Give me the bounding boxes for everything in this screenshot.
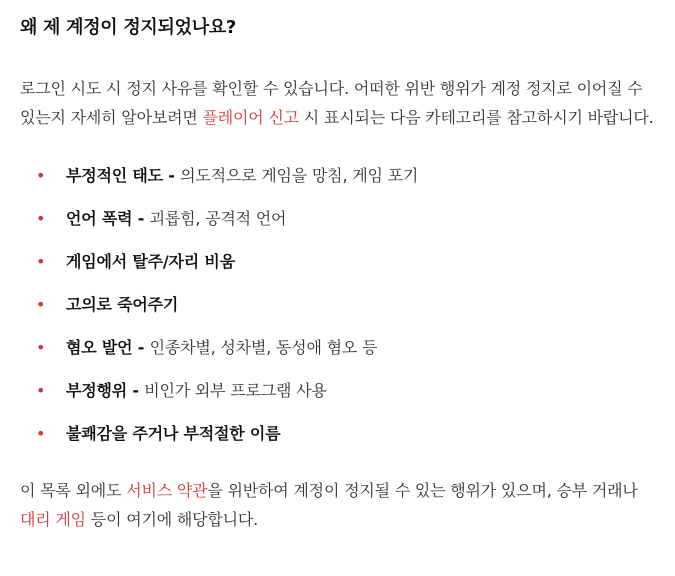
terms-of-service-link[interactable]: 서비스 약관	[126, 481, 208, 500]
list-item	[20, 326, 655, 369]
outro-paragraph	[20, 476, 655, 534]
category-desc: 의도적으로 게임을 망침, 게임 포기	[180, 166, 419, 185]
bullet-icon: •	[36, 295, 46, 314]
boosting-link[interactable]: 대리 게임	[20, 510, 86, 529]
list-item	[20, 240, 655, 283]
category-term: 고의로 죽어주기	[66, 295, 179, 314]
category-term: 불쾌감을 주거나 부적절한 이름	[66, 424, 281, 443]
bullet-icon: •	[36, 338, 46, 357]
list-item	[20, 283, 655, 326]
bullet-icon: •	[36, 209, 46, 228]
category-desc: 괴롭힘, 공격적 언어	[149, 209, 287, 228]
intro-text-after: 시 표시되는 다음 카테고리를 참고하시기 바랍니다.	[298, 108, 654, 127]
list-item	[20, 369, 655, 412]
suspension-category-list	[20, 154, 655, 455]
category-term: 부정적인 태도 -	[66, 166, 181, 185]
bullet-icon: •	[36, 424, 46, 443]
category-term: 언어 폭력 -	[66, 209, 150, 228]
bullet-icon: •	[36, 252, 46, 271]
list-item	[20, 412, 655, 455]
outro-text-2: 을 위반하여 계정이 정지될 수 있는 행위가 있으며, 승부 거래나	[207, 481, 638, 500]
category-desc: 인종차별, 성차별, 동성애 혐오 등	[149, 338, 378, 357]
list-item	[20, 197, 655, 240]
category-term: 혐오 발언 -	[66, 338, 150, 357]
bullet-icon: •	[36, 381, 46, 400]
intro-paragraph	[20, 74, 655, 132]
bullet-icon: •	[36, 166, 46, 185]
category-term: 부정행위 -	[66, 381, 145, 400]
article-title: 왜 제 계정이 정지되었나요?	[20, 17, 237, 38]
outro-text-3: 등이 여기에 해당합니다.	[85, 510, 259, 529]
category-desc: 비인가 외부 프로그램 사용	[144, 381, 327, 400]
category-term: 게임에서 탈주/자리 비움	[66, 252, 235, 271]
outro-text-1: 이 목록 외에도	[20, 481, 127, 500]
player-report-link[interactable]: 플레이어 신고	[202, 108, 299, 127]
intro-text-before: 로그인 시도 시 정지 사유를 확인할 수 있습니다. 어떠한 위반 행위가 계정 정지로 이어질 수 있는지 자세히 알아보려면	[20, 79, 643, 127]
list-item	[20, 154, 655, 197]
